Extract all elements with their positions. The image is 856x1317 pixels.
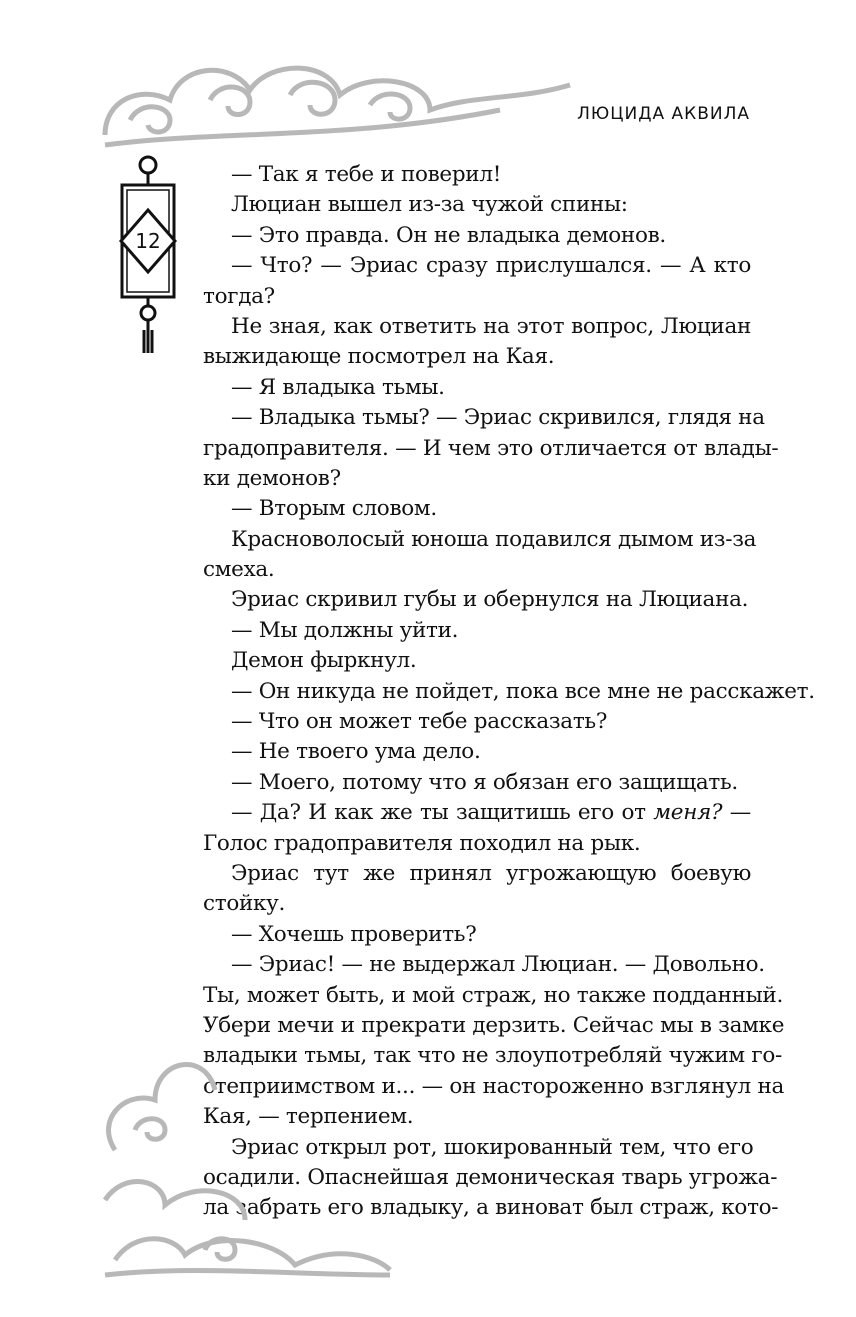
text-line: — Вторым словом. <box>231 496 437 522</box>
text-line: выжидающе посмотрел на Кая. <box>203 344 555 370</box>
text-line: Голос градоправителя походил на рык. <box>203 830 641 856</box>
text-line: Эриас тут же принял угрожающую боевую <box>231 860 751 886</box>
text-line: владыки тьмы, так что не злоупотребляй чужим го- <box>203 1043 782 1069</box>
text-line: степриимством и... — он настороженно взглянул на <box>203 1073 784 1099</box>
text-line: Демон фыркнул. <box>231 648 417 674</box>
lantern-page-number-ornament <box>108 155 188 355</box>
text-line: — Не твоего ума дело. <box>231 739 481 765</box>
text-line: Убери мечи и прекрати дерзить. Сейчас мы в замке <box>203 1012 785 1038</box>
text-line: ки демонов? <box>203 465 341 491</box>
text-line: Не зная, как ответить на этот вопрос, Люциан <box>231 313 751 339</box>
text-line: смеха. <box>203 557 275 583</box>
text-line: — Хочешь проверить? <box>231 921 477 947</box>
cloud-ornament-bottom <box>95 1030 395 1280</box>
text-line: — Эриас! — не выдержал Люциан. — Довольно. <box>231 952 765 978</box>
text-line: — Что? — Эриас сразу прислушался. — А кто <box>231 253 751 279</box>
page-number: 12 <box>135 229 161 253</box>
text-line: — Мы должны уйти. <box>231 617 459 643</box>
text-line: Красноволосый юноша подавился дымом из-за <box>231 526 757 552</box>
text-line: Ты, может быть, и мой страж, но также подданный. <box>203 982 783 1008</box>
text-segment: — <box>722 800 751 826</box>
italic-text: меня? <box>653 800 723 826</box>
text-line: — Что он может тебе рассказать? <box>231 709 608 735</box>
text-line: Люциан вышел из-за чужой спины: <box>231 192 628 218</box>
text-line: тогда? <box>203 283 275 309</box>
text-line: Эриас открыл рот, шокированный тем, что его <box>231 1134 754 1160</box>
text-line: Кая, — терпением. <box>203 1104 414 1130</box>
text-line: — Я владыка тьмы. <box>231 374 445 400</box>
cloud-ornament-top <box>100 40 580 150</box>
text-line: — Моего, потому что я обязан его защищать. <box>231 769 738 795</box>
text-segment: — Да? И как же ты защитишь его от <box>231 800 654 826</box>
text-line <box>203 798 751 828</box>
text-line: Эриас скривил губы и обернулся на Люциана. <box>231 587 749 613</box>
text-line: градоправителя. — И чем это отличается от влады- <box>203 435 779 461</box>
text-line: стойку. <box>203 891 286 917</box>
text-line: — Так я тебе и поверил! <box>231 162 502 187</box>
text-line: — Владыка тьмы? — Эриас скривился, глядя на <box>231 405 765 431</box>
text-line: ла забрать его владыку, а виноват был страж, кото- <box>203 1195 779 1221</box>
text-line: — Он никуда не пойдет, пока все мне не расскажет. <box>231 678 815 704</box>
text-line: — Это правда. Он не владыка демонов. <box>231 222 666 248</box>
running-header-author: ЛЮЦИДА АКВИЛА <box>577 104 750 124</box>
text-line: осадили. Опаснейшая демоническая тварь угрожа- <box>203 1164 778 1190</box>
